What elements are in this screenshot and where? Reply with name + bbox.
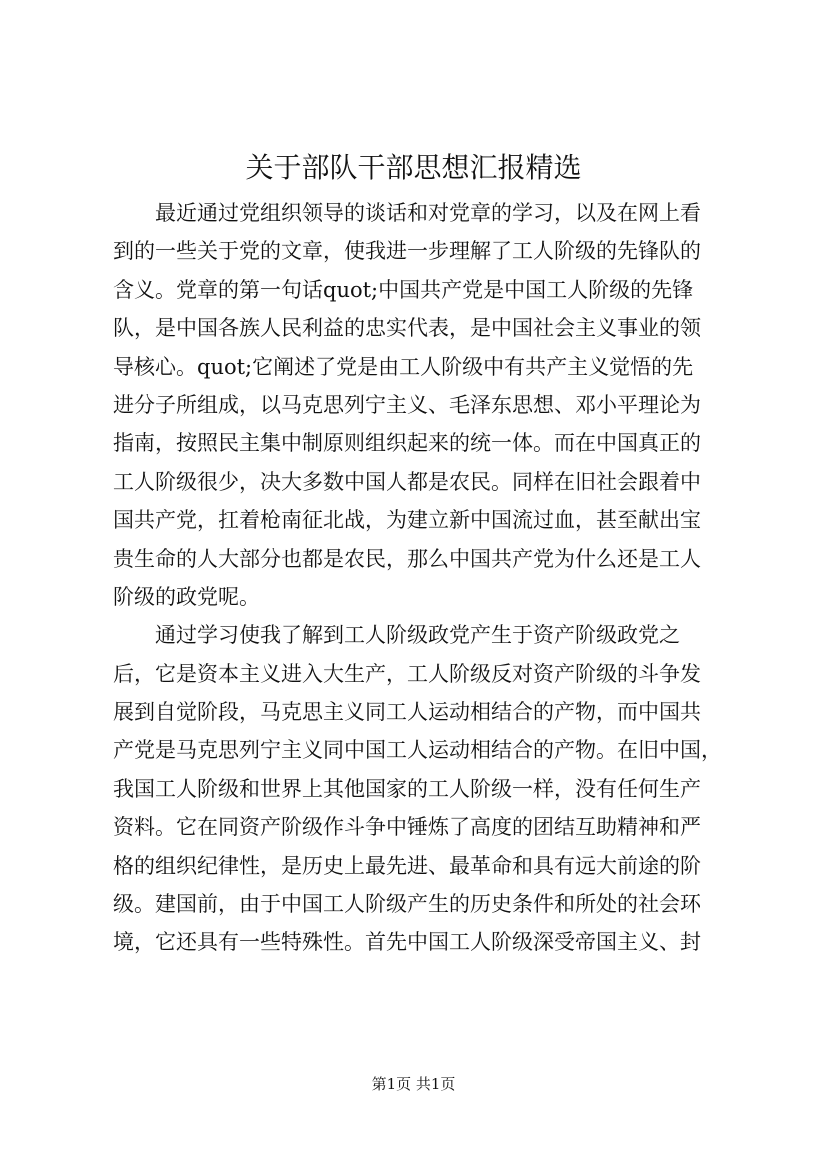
paragraph-line: 境，它还具有一些特殊性。首先中国工人阶级深受帝国主义、封 [113,930,701,955]
document-title: 关于部队干部思想汇报精选 [245,151,582,184]
paragraph-line: 进分子所组成，以马克思列宁主义、毛泽东思想、邓小平理论为 [113,392,701,417]
paragraph-line: 工人阶级很少，决大多数中国人都是农民。同样在旧社会跟着中 [113,469,701,494]
page-number-footer: 第1页 共1页 [371,1075,456,1093]
paragraph-line: 含义。党章的第一句话quot;中国共产党是中国工人阶级的先锋 [113,277,694,302]
paragraph-line: 格的组织纪律性，是历史上最先进、最革命和具有远大前途的阶 [113,853,701,878]
document-body [113,194,723,962]
paragraph-1 [113,194,723,616]
paragraph-line: 级。建国前，由于中国工人阶级产生的历史条件和所处的社会环 [113,892,701,917]
paragraph-line: 阶级的政党呢。 [113,584,260,609]
paragraph-line: 后，它是资本主义进入大生产，工人阶级反对资产阶级的斗争发 [113,661,701,686]
paragraph-line: 资料。它在同资产阶级作斗争中锤炼了高度的团结互助精神和严 [113,815,701,840]
paragraph-line: 到的一些关于党的文章，使我进一步理解了工人阶级的先锋队的 [113,239,701,264]
paragraph-line: 最近通过党组织领导的谈话和对党章的学习，以及在网上看 [155,201,701,225]
paragraph-line: 指南，按照民主集中制原则组织起来的统一体。而在中国真正的 [113,431,701,456]
paragraph-2 [113,616,723,962]
paragraph-line: 贵生命的人大部分也都是农民，那么中国共产党为什么还是工人 [113,546,701,571]
paragraph-line: 产党是马克思列宁主义同中国工人运动相结合的产物。在旧中国， [113,738,722,763]
paragraph-line: 导核心。quot;它阐述了党是由工人阶级中有共产主义觉悟的先 [113,354,694,379]
paragraph-line: 通过学习使我了解到工人阶级政党产生于资产阶级政党之 [155,623,680,648]
paragraph-line: 国共产党，扛着枪南征北战，为建立新中国流过血，甚至献出宝 [113,508,701,533]
paragraph-line: 展到自觉阶段，马克思主义同工人运动相结合的产物，而中国共 [113,700,701,725]
paragraph-line: 我国工人阶级和世界上其他国家的工人阶级一样，没有任何生产 [113,776,701,801]
paragraph-line: 队，是中国各族人民利益的忠实代表，是中国社会主义事业的领 [113,316,701,341]
